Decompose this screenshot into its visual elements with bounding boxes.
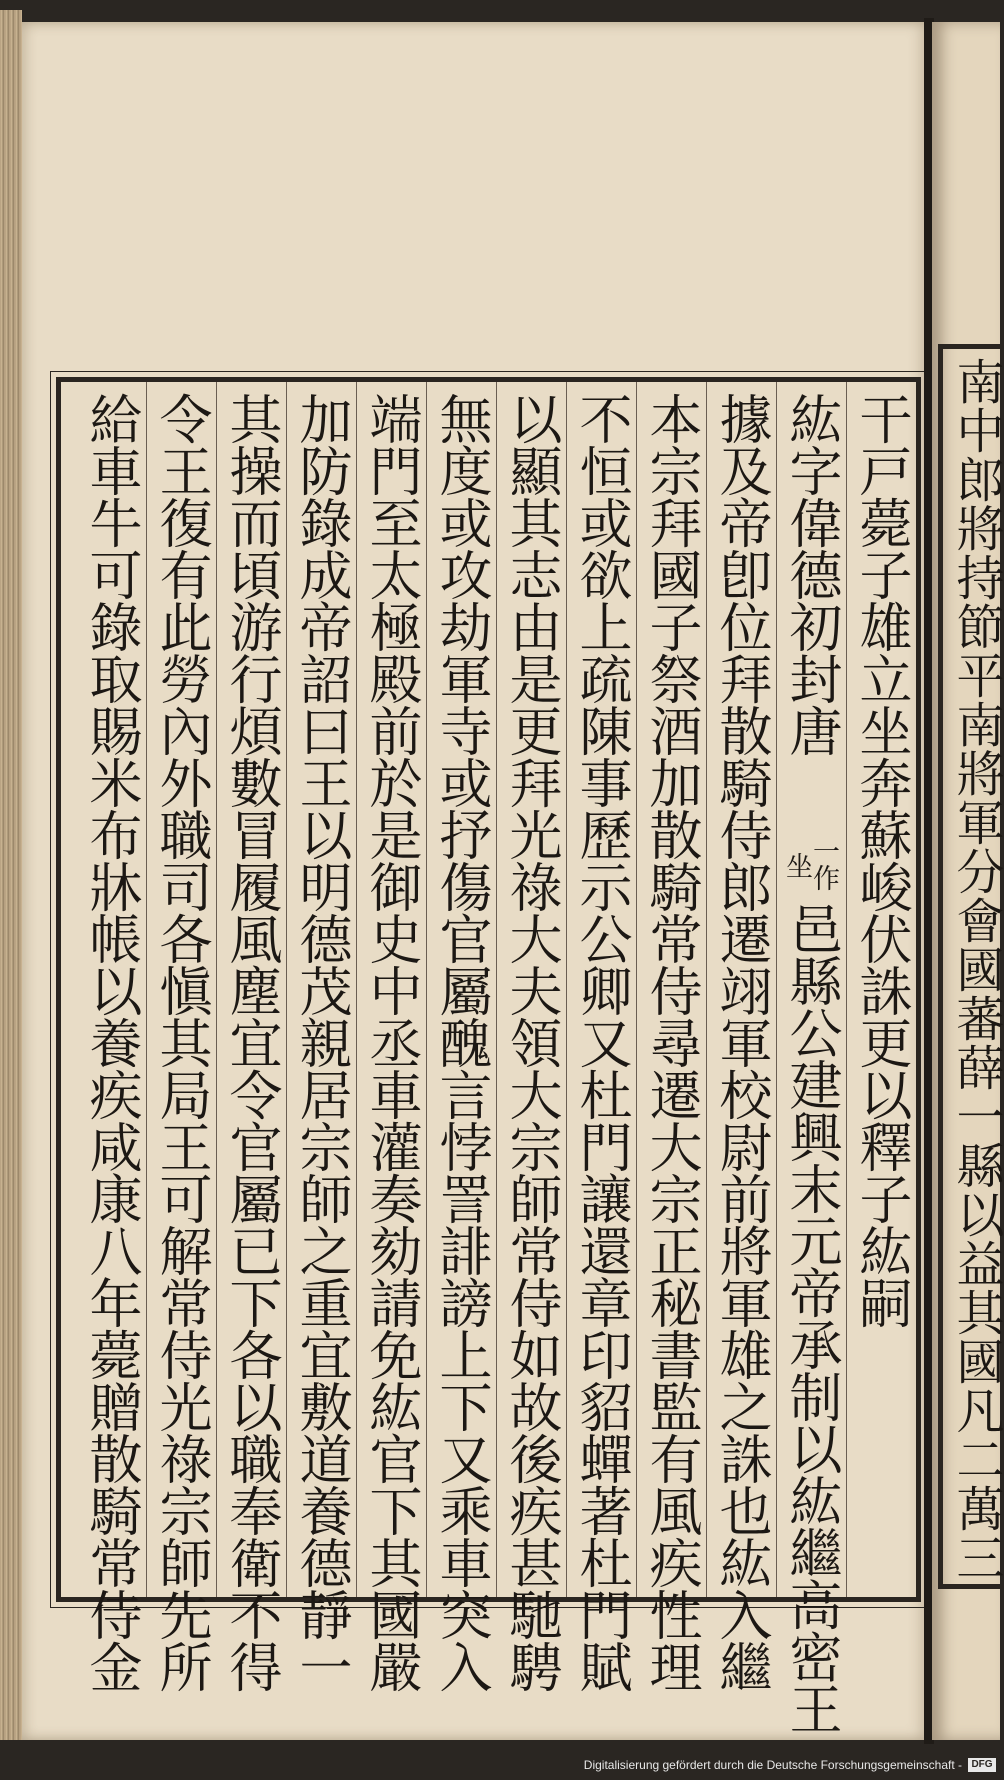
left-page <box>22 22 930 1740</box>
credit-text: Digitalisierung gefördert durch die Deutsche Forschungsgemeinschaft - <box>583 1758 962 1772</box>
text-column-5: 不恒或欲上疏陳事歷示公卿又杜門讓還章印貂蟬著杜門賦 <box>571 392 632 1692</box>
column-rule <box>566 382 567 1597</box>
text-column-10: 其操而頃游行煩數冒履風塵宜令官屬已下各以職奉衛不得 <box>221 392 282 1692</box>
text-column-2-note-2: 坐 <box>781 852 812 879</box>
text-column-4: 本宗拜國子祭酒加散騎常侍尋遷大宗正秘書監有風疾性理 <box>641 392 702 1692</box>
column-rule <box>496 382 497 1597</box>
column-rule <box>356 382 357 1597</box>
text-column-2-note: 一作 <box>808 837 839 891</box>
text-column-7: 無度或攻劫軍寺或抒傷官屬醜言悖詈誹謗上下又乘車突入 <box>431 392 492 1692</box>
text-column-1: 干戸薨子雄立坐奔蘇峻伏誅更以釋子紘嗣 <box>851 392 912 1328</box>
right-text-frame <box>938 344 1004 1589</box>
column-rule <box>286 382 287 1597</box>
column-rule <box>146 382 147 1597</box>
text-column-9: 加防錄成帝詔曰王以明德茂親居宗師之重宜敷道養德靜一 <box>291 392 352 1692</box>
column-rule <box>776 382 777 1597</box>
text-column-8: 端門至太極殿前於是御史中丞車灌奏劾請免紘官下其國嚴 <box>361 392 422 1692</box>
column-rule <box>706 382 707 1597</box>
column-rule <box>636 382 637 1597</box>
digitization-credit <box>584 1754 996 1776</box>
right-page <box>932 22 1004 1740</box>
column-rule <box>426 382 427 1597</box>
text-column-11: 令王復有此勞內外職司各愼其局王可解常侍光祿宗師先所 <box>151 392 212 1692</box>
column-rule <box>216 382 217 1597</box>
page-edge-stack <box>0 10 22 1740</box>
dfg-logo-icon: DFG <box>968 1758 996 1772</box>
text-frame <box>56 377 921 1734</box>
text-column-2: 紘字偉德初封唐 <box>781 392 842 756</box>
text-column-12: 給車牛可錄取賜米布牀帳以養疾咸康八年薨贈散騎常侍金 <box>81 392 142 1692</box>
column-rule <box>846 382 847 1597</box>
right-text-column: 南中郎將持節平南將軍分會國蕃薛一縣以益其國凡二萬三 <box>948 357 1004 1582</box>
text-column-6: 以顯其志由是更拜光祿大夫領大宗師常侍如故後疾甚馳騁 <box>501 392 562 1692</box>
text-column-3: 據及帝卽位拜散騎侍郎遷翊軍校尉前將軍雄之誅也紘入繼 <box>711 392 772 1692</box>
text-column-2-rest: 邑縣公建興末元帝承制以紘繼高密王 <box>781 902 842 1734</box>
